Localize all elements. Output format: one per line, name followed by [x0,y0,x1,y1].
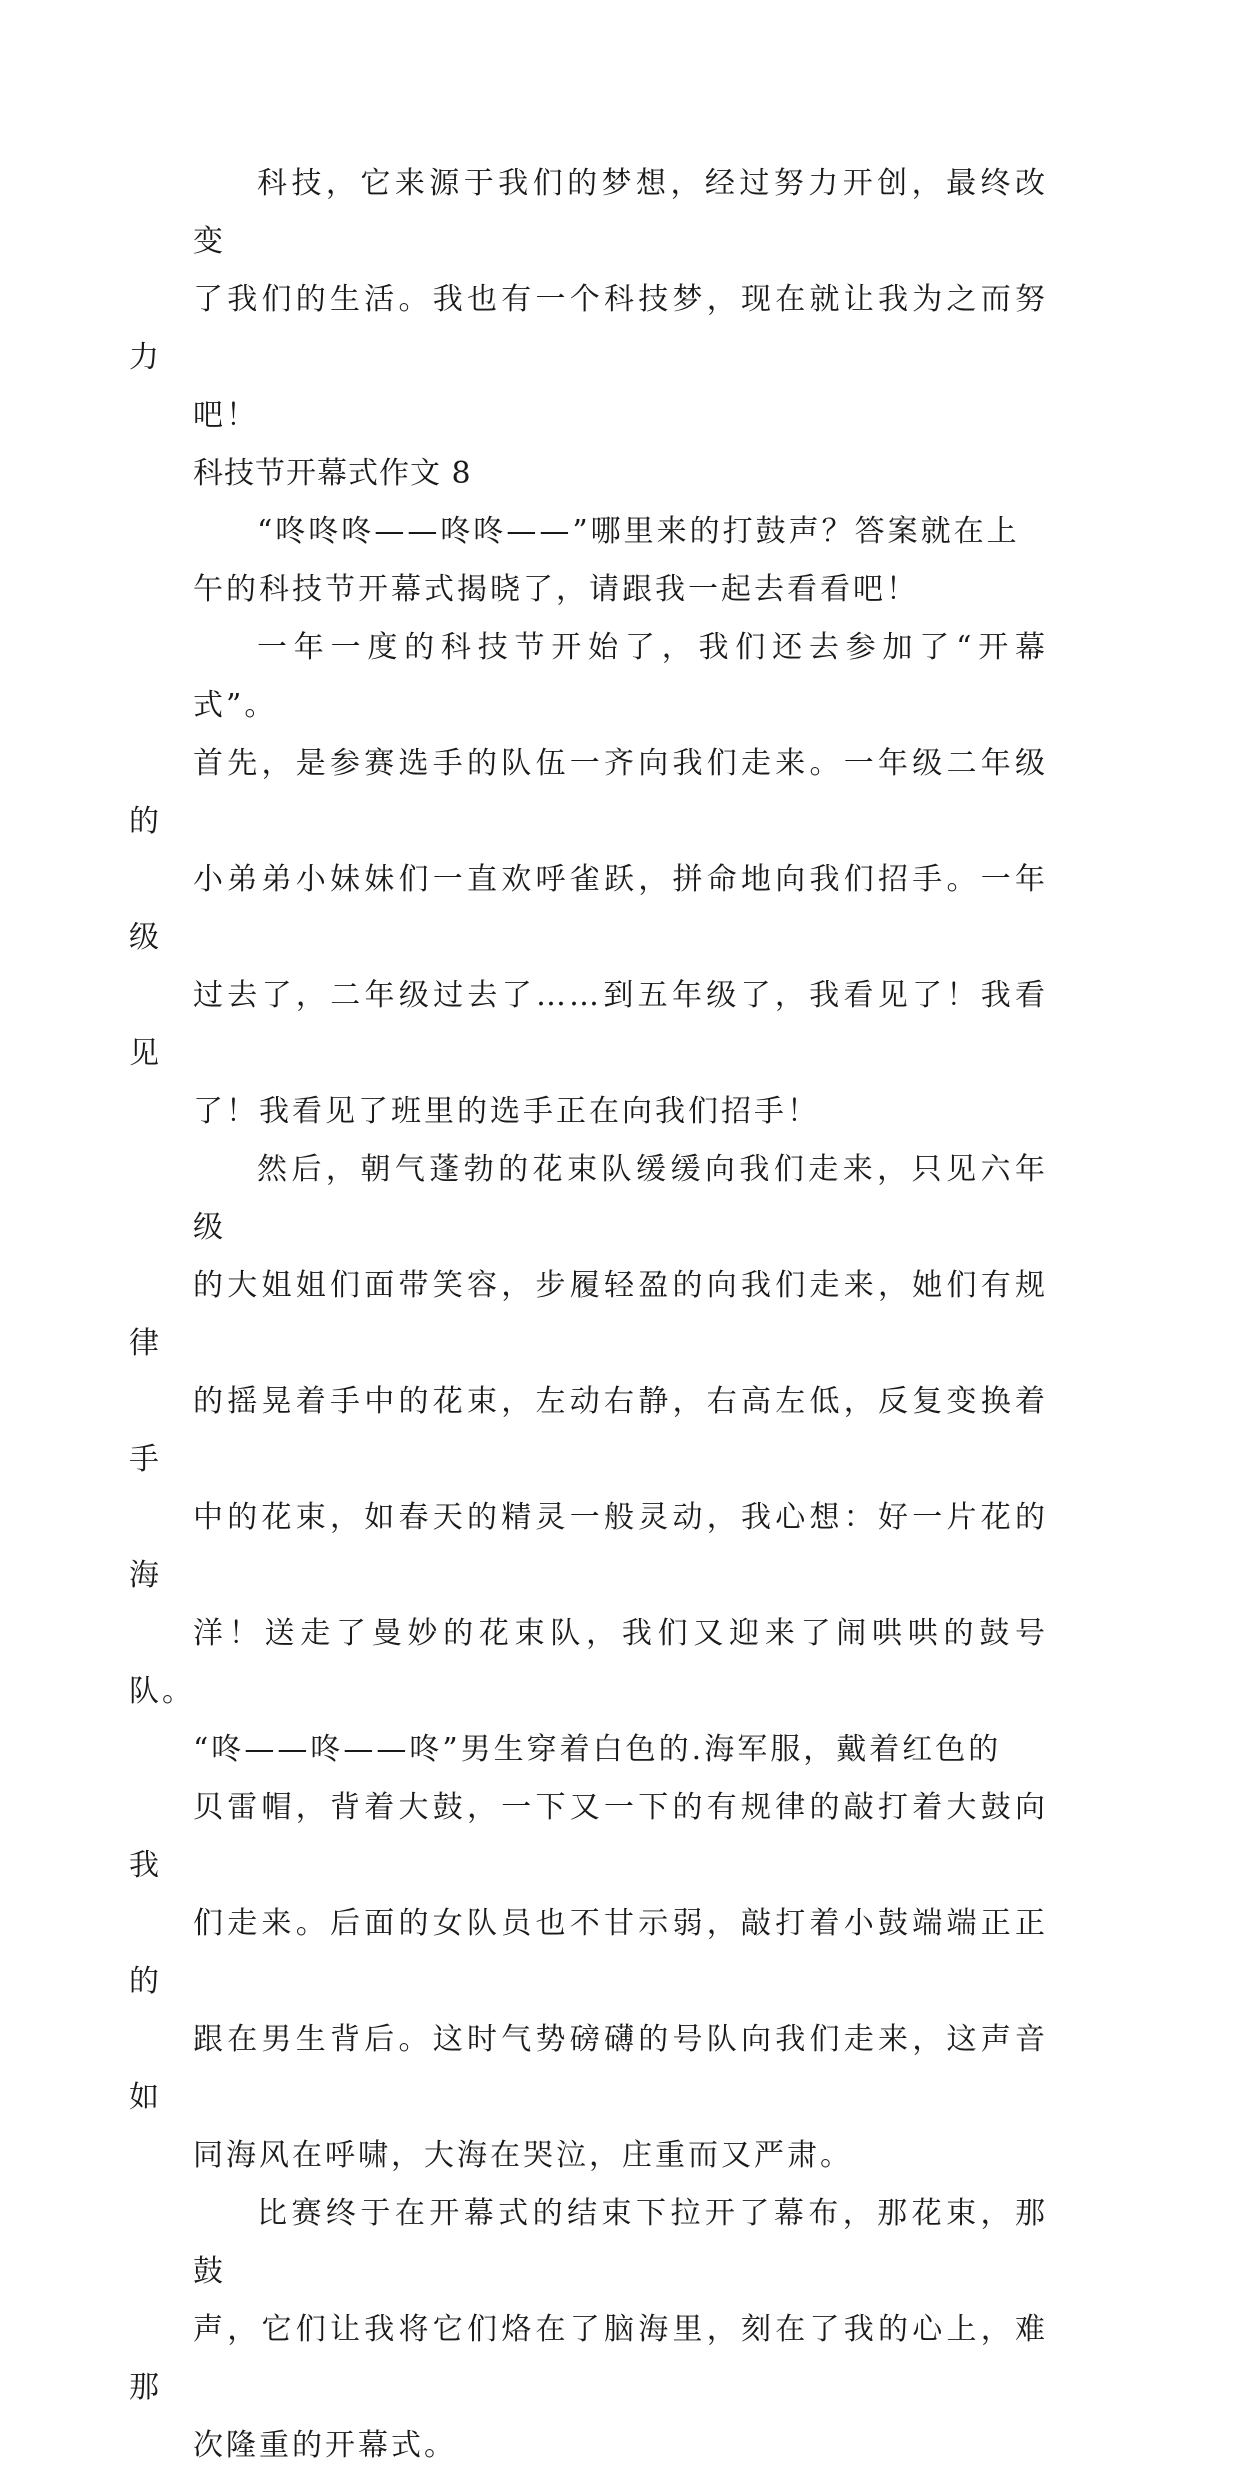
text-line: 了我们的生活。我也有一个科技梦，现在就让我为之而努力 [129,282,1048,375]
text-line: 跟在男生背后。这时气势磅礴的号队向我们走来，这声音如 [129,2022,1048,2115]
text-line: 中的花束，如春天的精灵一般灵动，我心想：好一片花的海 [129,1500,1048,1593]
text-line: 同海风在呼啸，大海在哭泣，庄重而又严肃。 [193,2138,853,2173]
text-line: 然后，朝气蓬勃的花束队缓缓向我们走来，只见六年级 [193,1152,1048,1245]
text-line: 比赛终于在开幕式的结束下拉开了幕布，那花束，那鼓 [193,2196,1048,2289]
text-line: 一年一度的科技节开始了，我们还去参加了“开幕式”。 [193,630,1048,723]
text-line: 声，它们让我将它们烙在了脑海里，刻在了我的心上，难那 [129,2312,1048,2405]
text-line: 们走来。后面的女队员也不甘示弱，敲打着小鼓端端正正的 [129,1906,1048,1999]
text-line: 了！我看见了班里的选手正在向我们招手！ [193,1094,820,1129]
paragraph-4 [129,2185,1048,2475]
document-body [129,155,1048,2475]
text-line: 小弟弟小妹妹们一直欢呼雀跃，拼命地向我们招手。一年级 [129,862,1048,955]
text-line: 首先，是参赛选手的队伍一齐向我们走来。一年级二年级的 [129,746,1048,839]
text-line: 吧！ [193,398,259,433]
text-line: 次隆重的开幕式。 [193,2428,457,2463]
section-title: 科技节开幕式作文 8 [193,456,472,491]
paragraph-2 [129,619,1048,1141]
text-line: “咚——咚——咚”男生穿着白色的.海军服，戴着红色的 [193,1732,1002,1767]
text-line: 洋！送走了曼妙的花束队，我们又迎来了闹哄哄的鼓号队。 [129,1616,1048,1709]
intro-paragraph [129,155,1048,445]
text-line: 午的科技节开幕式揭晓了，请跟我一起去看看吧！ [193,572,919,607]
text-line: 科技，它来源于我们的梦想，经过努力开创，最终改变 [193,166,1048,259]
text-line: 贝雷帽，背着大鼓，一下又一下的有规律的敲打着大鼓向我 [129,1790,1048,1883]
text-line: 过去了，二年级过去了……到五年级了，我看见了！我看见 [129,978,1048,1071]
text-line: 的摇晃着手中的花束，左动右静，右高左低，反复变换着手 [129,1384,1048,1477]
paragraph-1 [193,503,1048,619]
paragraph-3 [129,1141,1048,2185]
text-line: “咚咚咚——咚咚——”哪里来的打鼓声？答案就在上 [257,514,1020,549]
text-line: 的大姐姐们面带笑容，步履轻盈的向我们走来，她们有规律 [129,1268,1048,1361]
